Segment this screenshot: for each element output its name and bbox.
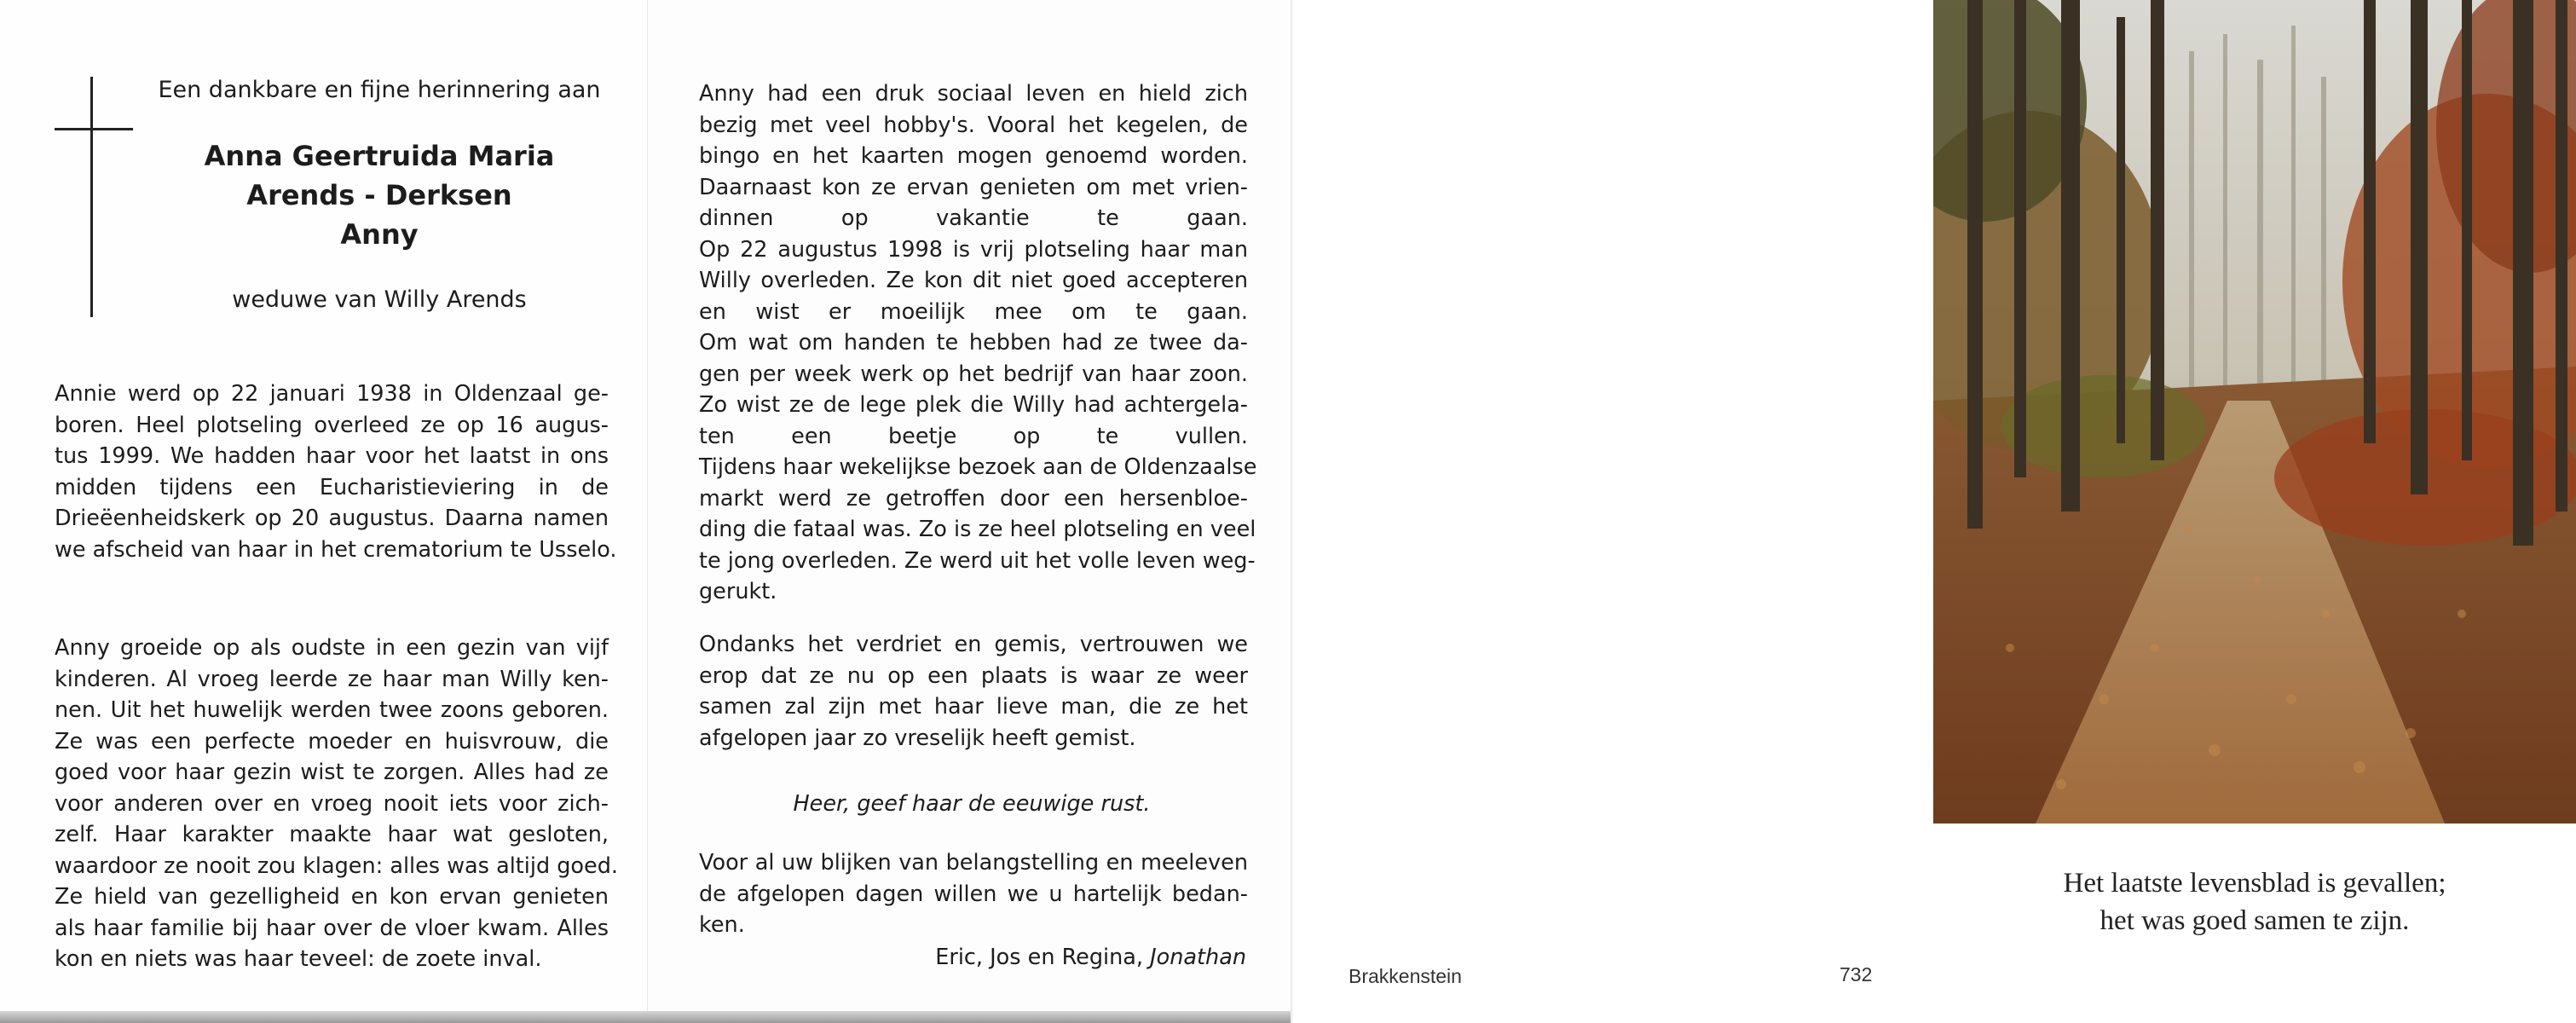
deceased-name-line1: Anna Geertruida Maria — [204, 140, 555, 172]
text-line: dinnen op vakantie te gaan. — [699, 205, 1248, 231]
text-line: Om wat om handen te hebben had ze twee da- — [699, 330, 1248, 355]
paragraph-faith — [699, 629, 1248, 754]
paragraph-thanks — [699, 847, 1248, 941]
text-line: Anny groeide op als oudste in een gezin van vijf — [55, 635, 609, 661]
card-back-page — [1292, 0, 1933, 1023]
text-line: Ze was een perfecte moeder en huisvrouw, die — [55, 728, 609, 754]
signoff-italic-name: Jonathan — [1150, 945, 1246, 970]
text-line: samen zal zijn met haar lieve man, die ze het — [699, 694, 1248, 720]
text-line: we afscheid van haar in het crematorium te Usselo. — [55, 536, 617, 563]
text-line: tus 1999. We hadden haar voor het laatst in ons — [55, 443, 609, 469]
text-line: Drieëenheidskerk op 20 augustus. Daarna namen — [55, 506, 609, 531]
text-line: goed voor haar gezin wist te zorgen. Alles had ze — [55, 760, 609, 785]
text-line: Ondanks het verdriet en gemis, vertrouwen we — [699, 632, 1248, 657]
text-line: kon en niets was haar teveel: de zoete inval. — [55, 946, 542, 972]
text-line: gen per week werk op het bedrijf van haar zoon. — [699, 361, 1248, 387]
paragraph-family-life — [55, 633, 619, 975]
text-line: en wist er moeilijk mee om te gaan. — [699, 298, 1248, 325]
paragraph-social-life — [699, 78, 1257, 608]
text-line: Op 22 augustus 1998 is vrij plotseling haar man — [699, 236, 1248, 263]
text-line: voor anderen over en vroeg nooit iets voor zich- — [55, 790, 609, 817]
deceased-name-line3: Anny — [340, 218, 419, 251]
text-line: Anny had een druk sociaal leven en hield zich — [699, 81, 1248, 107]
text-line: erop dat ze nu op een plaats is waar ze weer — [699, 662, 1248, 689]
text-line: Tijdens haar wekelijkse bezoek aan de Oldenzaalse — [699, 454, 1257, 480]
text-line: Annie werd op 22 januari 1938 in Oldenzaal ge- — [55, 381, 609, 407]
text-line: ding die fataal was. Zo is ze heel plotseling en veel — [699, 517, 1256, 542]
text-line: kinderen. Al vroeg leerde ze haar man Willy ken- — [55, 666, 609, 692]
text-line: ten een beetje op te vullen. — [699, 423, 1248, 449]
paragraph-birth-death — [55, 379, 617, 565]
fold-line — [1291, 0, 1293, 1023]
widow-of-text: weduwe van Willy Arends — [232, 286, 527, 313]
text-line: ken. — [699, 912, 745, 938]
text-line: Daarnaast kon ze ervan genieten om met vrien- — [699, 174, 1248, 200]
card-code: 732 — [1840, 963, 1873, 985]
prayer-text: Heer, geef haar de eeuwige rust. — [793, 791, 1151, 817]
text-line: gerukt. — [699, 579, 777, 604]
text-line: zelf. Haar karakter maakte haar wat gesloten, — [55, 822, 609, 847]
text-line: boren. Heel plotseling overleed ze op 16 augus- — [55, 412, 609, 438]
text-line: de afgelopen dagen willen we u hartelijk bedan- — [699, 881, 1248, 907]
text-line: afgelopen jaar zo vreselijk heeft gemist. — [699, 725, 1136, 751]
text-line: te jong overleden. Ze werd uit het volle leven weg- — [699, 547, 1256, 574]
text-line: als haar familie bij haar over de vloer kwam. Alles — [55, 915, 609, 941]
verse-line1: Het laatste levensblad is gevallen; — [2063, 868, 2446, 899]
text-line: Voor al uw blijken van belangstelling en meeleven — [699, 850, 1248, 876]
autumn-forest-photo — [1933, 0, 2576, 824]
verse-line2: het was goed samen te zijn. — [2099, 905, 2410, 936]
text-line: bingo en het kaarten mogen genoemd worden. — [699, 143, 1248, 169]
text-line: waardoor ze nooit zou klagen: alles was altijd goed. — [55, 852, 619, 879]
text-line: Ze hield van gezelligheid en kon ervan genieten — [55, 884, 609, 910]
bottom-edge-shadow — [0, 1011, 1292, 1023]
text-line: midden tijdens een Eucharistieviering in de — [55, 474, 609, 500]
intro-text: Een dankbare en fijne herinnering aan — [158, 77, 601, 103]
text-line: nen. Uit het huwelijk werden twee zoons geboren. — [55, 697, 609, 723]
text-line: markt werd ze getroffen door een hersenbloe- — [699, 485, 1248, 512]
text-line: bezig met veel hobby's. Vooral het kegelen, de — [699, 112, 1248, 138]
publisher-name: Brakkenstein — [1349, 965, 1462, 987]
text-line: Willy overleden. Ze kon dit niet goed accepteren — [699, 268, 1248, 293]
signoff — [935, 945, 1246, 970]
signoff-names: Eric, Jos en Regina, — [935, 945, 1144, 970]
text-line: Zo wist ze de lege plek die Willy had achtergela- — [699, 392, 1248, 418]
deceased-name-line2: Arends - Derksen — [246, 179, 512, 211]
